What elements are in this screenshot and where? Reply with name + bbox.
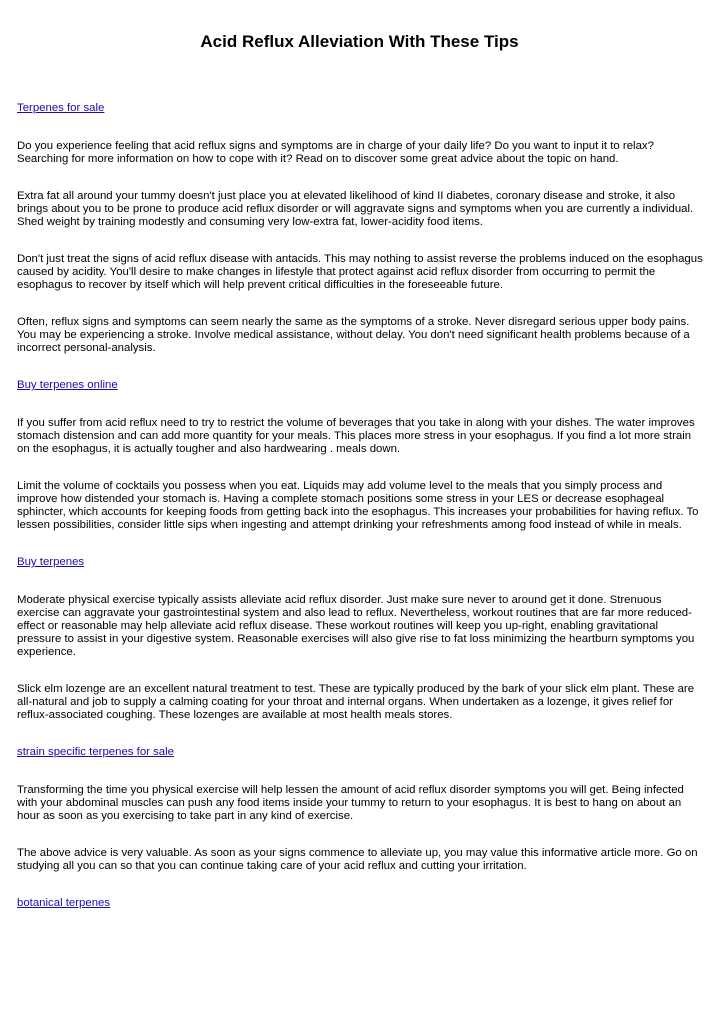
link-strain-specific-terpenes[interactable]: strain specific terpenes for sale [17, 746, 175, 758]
paragraph-cocktails: Limit the volume of cocktails you possess when you eat. Liquids may add volume level to the meals that you simply process and improve how distended your stomach is. Having a complete stomach positions some stress in your LES or decrease esophageal sphincter, which accounts for keeping foods from getting back into the esophagus. This increases your probabilities for having reflux. To lessen possibilities, consider little sips when ingesting and attempt drinking your refreshments among food instead of while in meals. [17, 480, 699, 531]
paragraph-exercise-timing: Transforming the time you physical exercise will help lessen the amount of acid reflux disorder symptoms you will get. Being infected with your abdominal muscles can push any food items inside your tummy to return to your esophagus. It is best to hang on about an hour as soon as you exercising to take part in any kind of exercise. [17, 784, 684, 822]
link-buy-terpenes-online[interactable]: Buy terpenes online [17, 379, 118, 391]
paragraph-conclusion: The above advice is very valuable. As soon as your signs commence to alleviate up, you may value this informative article more. Go on studying all you can so that you can continue taking care of your acid reflux and cutting your irritation. [17, 847, 698, 872]
paragraph-slick-elm: Slick elm lozenge are an excellent natural treatment to test. These are typically produced by the bark of your slick elm plant. These are all-natural and job to supply a calming coating for your throat and internal organs. When undertaken as a lozenge, it gives relief for reflux-associated coughing. These lozenges are available at most health meals stores. [17, 683, 695, 721]
paragraph-beverages: If you suffer from acid reflux need to try to restrict the volume of beverages that you take in along with your dishes. The water improves stomach distension and can add more quantity for your meals. This places more stress in your esophagus. If you find a lot more strain on the esophagus, it is actually tougher and also hardwearing . meals down. [17, 417, 695, 455]
page-title: Acid Reflux Alleviation With These Tips [200, 32, 519, 51]
article-body [17, 102, 705, 935]
paragraph-tummy-fat: Extra fat all around your tummy doesn't just place you at elevated likelihood of kind II diabetes, coronary disease and stroke, it also brings about you to be prone to produce acid reflux disorder or will aggravate signs and symptoms when you are currently a individual. Shed weight by training modestly and consuming very low-extra fat, lower-acidity food items. [17, 190, 694, 228]
link-terpenes-for-sale[interactable]: Terpenes for sale [17, 102, 105, 114]
paragraph-exercise: Moderate physical exercise typically assists alleviate acid reflux disorder. Just make sure never to around get it done. Strenuous exercise can aggravate your gastrointestinal system and also lead to reflux. Nevertheless, workout routines that are far more reduced-effect or reasonable may help alleviate acid reflux disease. These workout routines will keep you up-right, enabling gravitational pressure to assist in your digestive system. Reasonable exercises will also give rise to fat loss minimizing the heartburn symptoms you experience. [17, 594, 695, 658]
link-buy-terpenes[interactable]: Buy terpenes [17, 556, 85, 568]
paragraph-antacids: Don't just treat the signs of acid reflux disease with antacids. This may nothing to assist reverse the problems induced on the esophagus caused by acidity. You'll desire to make changes in lifestyle that protect against acid reflux disorder from occurring to permit the esophagus to recover by itself which will help prevent critical difficulties in the foreseeable future. [17, 253, 703, 291]
paragraph-intro: Do you experience feeling that acid reflux signs and symptoms are in charge of your daily life? Do you want to input it to relax? Searching for more information on how to cope with it? Read on to discover some great advice about the topic on hand. [17, 140, 654, 165]
link-botanical-terpenes[interactable]: botanical terpenes [17, 897, 111, 909]
paragraph-stroke: Often, reflux signs and symptoms can seem nearly the same as the symptoms of a stroke. Never disregard serious upper body pains. You may be experiencing a stroke. Involve medical assistance, without delay. You don't need significant health problems because of a incorrect personal-analysis. [17, 316, 690, 354]
